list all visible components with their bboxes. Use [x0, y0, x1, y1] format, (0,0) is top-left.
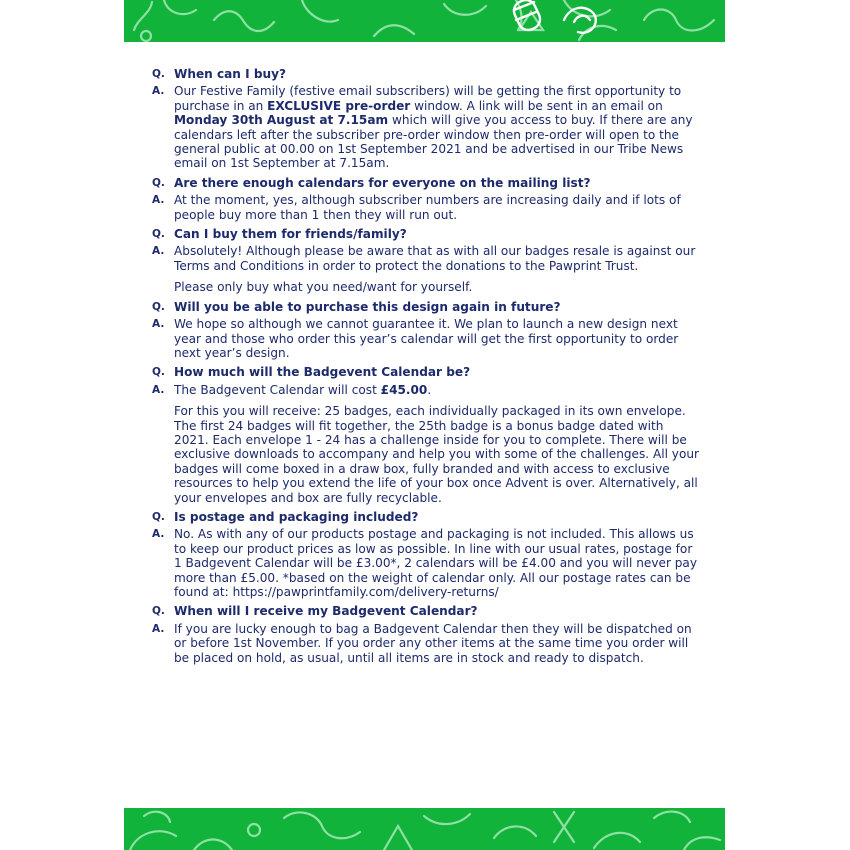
answer-tag: A. [152, 194, 165, 207]
bottom-decorative-band [124, 808, 725, 850]
question-tag: Q. [152, 605, 165, 618]
faq-answer-7 [152, 622, 700, 665]
faq-answer-6 [152, 527, 700, 599]
faq-question-7 [152, 604, 700, 618]
price: £45.00 [380, 382, 428, 397]
faq-answer-1 [152, 84, 700, 170]
faq-answer-3 [152, 244, 700, 273]
answer-text: Absolutely! Although please be aware that as with all our badges resale is against our Terms and Conditions in order to protect the donations to the Pawprint Trust. [174, 244, 696, 273]
faq-answer-2 [152, 193, 700, 222]
faq-question-2 [152, 176, 700, 190]
question-text: Are there enough calendars for everyone on the mailing list? [174, 175, 591, 190]
answer-tag: A. [152, 383, 165, 396]
faq-answer-5 [152, 383, 700, 397]
answer-text: Our Festive Family (festive email subscribers) will be getting the first opportunity to purchase in an EXCLUSIVE pre-order window. A link will be sent in an email on Monday 30th August at 7.15am which will give you access to buy. If there are any calendars left after the subscriber pre-order window then pre-order will open to the general public at 00.00 on 1st September 2021 and be advertised in our Tribe News email on 1st September at 7.15am. [174, 84, 693, 171]
question-tag: Q. [152, 366, 165, 379]
question-text: How much will the Badgevent Calendar be? [174, 365, 471, 380]
answer-text: We hope so although we cannot guarantee it. We plan to launch a new design next year and those who order this year’s calendar will get the first opportunity to order next year’s design. [174, 317, 679, 360]
question-tag: Q. [152, 176, 165, 189]
faq-question-1 [152, 67, 700, 81]
answer-text: The Badgevent Calendar will cost £45.00. [174, 382, 432, 397]
answer-text: If you are lucky enough to bag a Badgevent Calendar then they will be dispatched on or before 1st November. If you order any other items at the same time you order will be placed on hold, as usual, until all items are in stock and ready to dispatch. [174, 621, 692, 665]
faq-answer-4 [152, 317, 700, 360]
question-text: When can I buy? [174, 67, 286, 81]
question-tag: Q. [152, 300, 165, 313]
answer-text: At the moment, yes, although subscriber numbers are increasing daily and if lots of people buy more than 1 then they will run out. [174, 193, 681, 222]
answer-extra-3: Please only buy what you need/want for yourself. [174, 280, 473, 295]
faq-list [152, 62, 700, 665]
question-text: Can I buy them for friends/family? [174, 227, 407, 242]
question-tag: Q. [152, 68, 165, 80]
holly-doodle-icon [124, 0, 725, 42]
question-tag: Q. [152, 510, 165, 523]
answer-tag: A. [152, 245, 165, 258]
question-tag: Q. [152, 228, 165, 241]
faq-question-6 [152, 510, 700, 524]
question-text: Will you be able to purchase this design again in future? [174, 299, 561, 314]
question-text: Is postage and packaging included? [174, 509, 419, 524]
question-text: When will I receive my Badgevent Calendar? [174, 604, 478, 619]
top-decorative-band [124, 0, 725, 42]
answer-tag: A. [152, 528, 165, 541]
answer-tag: A. [152, 85, 165, 98]
answer-tag: A. [152, 622, 165, 635]
answer-tag: A. [152, 318, 165, 331]
answer-extra-5: For this you will receive: 25 badges, each individually packaged in its own envelope. The first 24 badges will fit together, the 25th badge is a bonus badge dated with 2021. Each envelope 1 - 24 has a challenge inside for you to complete. There will be exclusive downloads to accompany and help you with some of the challenges. All your badges will come boxed in a draw box, fully branded and with access to exclusive resources to help you extend the life of your box once Advent is over. Alternatively, all your envelopes and box are fully recyclable. [174, 404, 699, 505]
faq-question-3 [152, 227, 700, 241]
answer-text: No. As with any of our products postage and packaging is not included. This allows us to keep our product prices as low as possible. In line with our usual rates, postage for 1 Badgevent Calendar will be £3.00*, 2 calendars will be £4.00 and you will never pay more than £5.00. *based on the weight of calendar only. All our postage rates can be found at: https://pawprintfamily.com/delivery-returns/ [174, 527, 698, 599]
faq-question-4 [152, 300, 700, 314]
holly-doodle-icon [124, 808, 725, 850]
faq-question-5 [152, 365, 700, 379]
